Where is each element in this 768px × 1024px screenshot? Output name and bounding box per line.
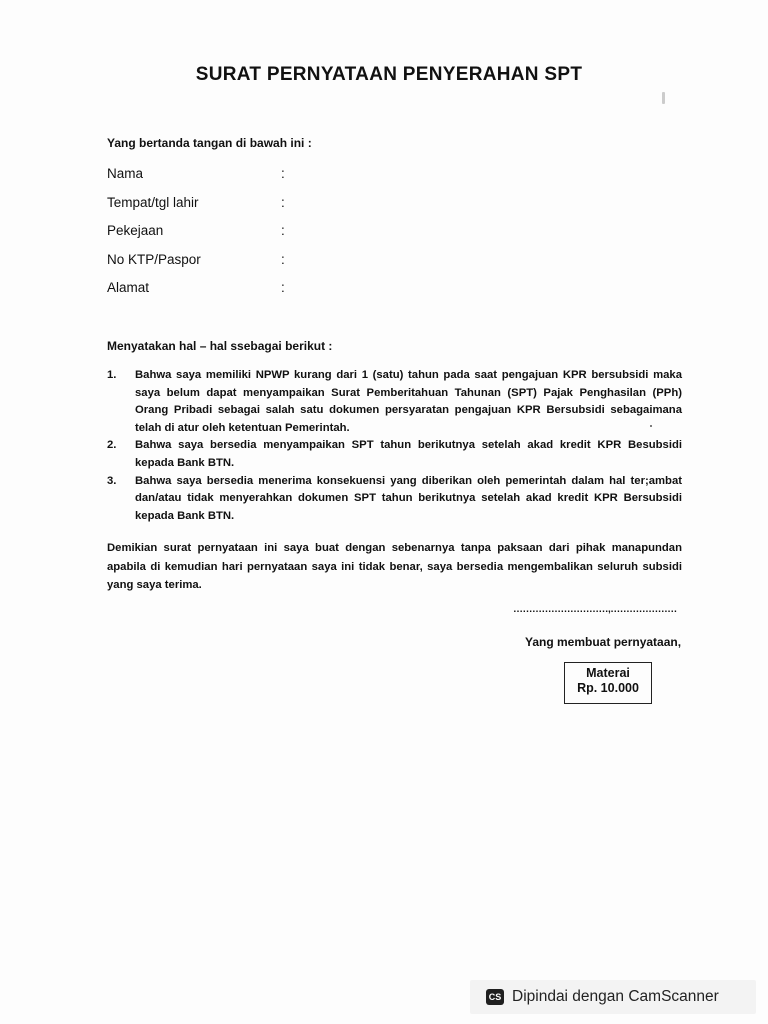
list-item [107,473,682,526]
place-date-placeholder: …………………………,………………… [513,604,677,615]
list-item-text: Bahwa saya bersedia menyampaikan SPT tahun berikutnya setelah akad kredit KPR Besubsidi kepada Bank BTN. [135,439,682,469]
field-colon: : [281,252,285,267]
signer-label: Yang membuat pernyataan, [525,635,682,649]
list-item-text: Bahwa saya memiliki NPWP kurang dari 1 (satu) tahun pada saat pengajuan KPR bersubsidi maka saya belum dapat menyampaikan Surat Pemberitahuan Tahunan (SPT) Pajak Penghasilan (PPh) Orang Pribadi sebagai salah satu dokumen persyaratan pengajuan KPR Bersubsidi sebagaimana telah di atur oleh ketentuan Pemerintah. [135,369,682,434]
field-colon: : [281,280,285,295]
field-label-pekerjaan: Pekejaan [107,223,164,238]
list-item-number: 2. [107,439,117,452]
field-label-tempat-tgl-lahir: Tempat/tgl lahir [107,195,199,210]
scan-speck [662,92,665,104]
intro-text: Yang bertanda tangan di bawah ini : [107,136,312,150]
field-label-alamat: Alamat [107,280,150,295]
closing-paragraph: Demikian surat pernyataan ini saya buat dengan sebenarnya tanpa paksaan dari pihak manapundan apabila di kemudian hari pernyataan saya ini tidak benar, saya bersedia mengembalikan seluruh subsidi yang saya terima. [107,542,682,591]
list-item [107,367,682,437]
camscanner-watermark [470,980,756,1014]
stamp-line-1: Materai [586,666,630,680]
list-item-text: Bahwa saya bersedia menerima konsekuensi yang diberikan oleh pemerintah dalam hal ter;ambat dan/atau tidak menyerahkan dokumen SPT tahun berikutnya setelah akad kredit KPR Bersubsidi kepada Bank BTN. [135,474,682,522]
stamp-line-2: Rp. 10.000 [577,681,639,695]
document-title: SURAT PERNYATAAN PENYERAHAN SPT [195,64,583,85]
materai-stamp-box [564,662,652,704]
statement-list [107,367,682,525]
field-colon: : [281,195,285,210]
section-heading: Menyatakan hal – hal ssebagai berikut : [107,339,333,353]
field-label-no-ktp-paspor: No KTP/Paspor [107,252,201,267]
field-colon: : [281,166,285,181]
field-colon: : [281,223,285,238]
list-item-number: 3. [107,474,117,487]
list-item [107,437,682,472]
list-item-number: 1. [107,369,117,381]
camscanner-logo-icon: CS [486,989,504,1005]
field-label-nama: Nama [107,166,144,181]
watermark-text: Dipindai dengan CamScanner [512,988,719,1005]
